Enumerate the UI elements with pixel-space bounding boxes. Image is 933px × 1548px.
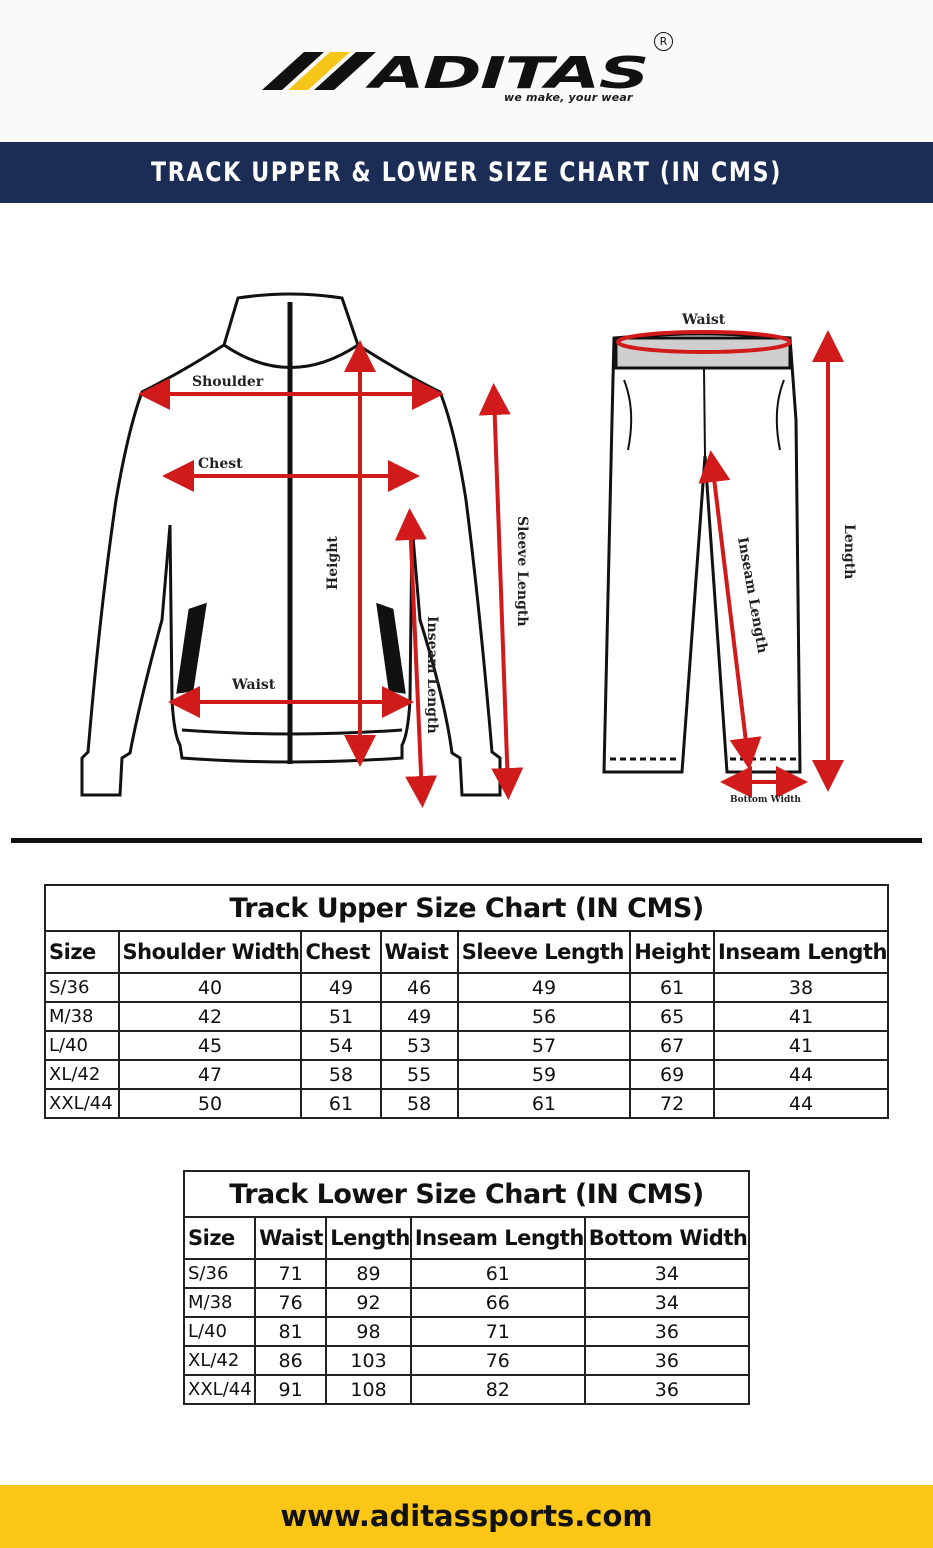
table-row	[184, 1288, 749, 1317]
table-cell: 49	[458, 973, 630, 1002]
column-header: Length	[326, 1217, 411, 1259]
table-cell: 76	[411, 1346, 585, 1375]
table-cell: 71	[411, 1317, 585, 1346]
table-cell: 92	[326, 1288, 411, 1317]
table-cell: 53	[381, 1031, 458, 1060]
label-inseam-length-upper: Inseam Length	[424, 616, 440, 734]
table-cell: 36	[585, 1317, 749, 1346]
upper-table-header	[45, 931, 888, 973]
table-cell: 103	[326, 1346, 411, 1375]
table-row	[45, 1089, 888, 1118]
garment-diagram	[0, 280, 933, 820]
column-header: Bottom Width	[585, 1217, 749, 1259]
table-cell: 46	[381, 973, 458, 1002]
size-cell: XL/42	[45, 1060, 119, 1089]
page-title: TRACK UPPER & LOWER SIZE CHART (IN CMS)	[151, 157, 782, 188]
table-cell: 58	[381, 1089, 458, 1118]
column-header: Waist	[381, 931, 458, 973]
size-cell: M/38	[45, 1002, 119, 1031]
column-header: Size	[184, 1217, 255, 1259]
brand-wordmark: ADITAS	[365, 48, 648, 99]
table-cell: 81	[255, 1317, 326, 1346]
website-link[interactable]: www.aditassports.com	[280, 1499, 653, 1533]
column-header: Shoulder Width	[119, 931, 302, 973]
table-cell: 82	[411, 1375, 585, 1404]
column-header: Height	[630, 931, 714, 973]
table-cell: 65	[630, 1002, 714, 1031]
table-cell: 54	[301, 1031, 380, 1060]
table-cell: 71	[255, 1259, 326, 1288]
size-cell: S/36	[184, 1259, 255, 1288]
table-cell: 59	[458, 1060, 630, 1089]
table-cell: 61	[411, 1259, 585, 1288]
table-row	[184, 1375, 749, 1404]
label-waist: Waist	[232, 677, 276, 693]
label-pants-waist: Waist	[682, 312, 726, 328]
table-cell: 51	[301, 1002, 380, 1031]
title-band	[0, 142, 933, 203]
table-cell: 72	[630, 1089, 714, 1118]
section-divider	[11, 838, 922, 843]
size-cell: XL/42	[184, 1346, 255, 1375]
table-cell: 34	[585, 1259, 749, 1288]
size-cell: XXL/44	[184, 1375, 255, 1404]
size-cell: L/40	[45, 1031, 119, 1060]
label-bottom-width: Bottom Width	[730, 795, 801, 805]
table-cell: 41	[714, 1002, 888, 1031]
table-cell: 66	[411, 1288, 585, 1317]
table-cell: 76	[255, 1288, 326, 1317]
table-cell: 61	[301, 1089, 380, 1118]
table-row	[45, 1031, 888, 1060]
table-cell: 89	[326, 1259, 411, 1288]
table-cell: 50	[119, 1089, 302, 1118]
column-header: Waist	[255, 1217, 326, 1259]
column-header: Inseam Length	[714, 931, 888, 973]
table-cell: 40	[119, 973, 302, 1002]
label-pants-length: Length	[841, 524, 857, 580]
table-cell: 36	[585, 1346, 749, 1375]
label-sleeve-length: Sleeve Length	[514, 516, 530, 627]
label-pants-inseam-length: Inseam Length	[734, 535, 771, 655]
size-cell: M/38	[184, 1288, 255, 1317]
table-cell: 38	[714, 973, 888, 1002]
table-cell: 69	[630, 1060, 714, 1089]
table-cell: 91	[255, 1375, 326, 1404]
table-cell: 42	[119, 1002, 302, 1031]
aditas-logo	[258, 30, 658, 100]
table-cell: 108	[326, 1375, 411, 1404]
upper-size-table	[44, 884, 889, 1119]
label-shoulder: Shoulder	[192, 374, 264, 390]
table-cell: 58	[301, 1060, 380, 1089]
size-cell: L/40	[184, 1317, 255, 1346]
table-cell: 61	[630, 973, 714, 1002]
label-chest: Chest	[198, 456, 243, 472]
table-row	[184, 1259, 749, 1288]
pants-illustration	[604, 334, 800, 772]
table-cell: 34	[585, 1288, 749, 1317]
table-cell: 98	[326, 1317, 411, 1346]
registered-mark: R	[654, 32, 673, 51]
column-header: Chest	[301, 931, 380, 973]
table-row	[184, 1346, 749, 1375]
column-header: Size	[45, 931, 119, 973]
column-header: Inseam Length	[411, 1217, 585, 1259]
table-cell: 67	[630, 1031, 714, 1060]
table-cell: 49	[301, 973, 380, 1002]
table-cell: 86	[255, 1346, 326, 1375]
table-cell: 36	[585, 1375, 749, 1404]
footer-band	[0, 1485, 933, 1548]
brand-tagline: we make, your wear	[504, 91, 633, 104]
label-height: Height	[325, 536, 341, 590]
table-cell: 55	[381, 1060, 458, 1089]
table-row	[45, 1060, 888, 1089]
table-cell: 45	[119, 1031, 302, 1060]
table-cell: 49	[381, 1002, 458, 1031]
column-header: Sleeve Length	[458, 931, 630, 973]
logo-area	[0, 0, 933, 142]
table-cell: 56	[458, 1002, 630, 1031]
size-cell: S/36	[45, 973, 119, 1002]
table-cell: 44	[714, 1060, 888, 1089]
table-cell: 57	[458, 1031, 630, 1060]
lower-table-header	[184, 1217, 749, 1259]
table-cell: 44	[714, 1089, 888, 1118]
lower-table-title: Track Lower Size Chart (IN CMS)	[184, 1171, 749, 1217]
table-row	[184, 1317, 749, 1346]
size-cell: XXL/44	[45, 1089, 119, 1118]
lower-size-table	[183, 1170, 750, 1405]
table-row	[45, 973, 888, 1002]
table-cell: 41	[714, 1031, 888, 1060]
upper-table-title: Track Upper Size Chart (IN CMS)	[45, 885, 888, 931]
table-cell: 47	[119, 1060, 302, 1089]
table-cell: 61	[458, 1089, 630, 1118]
table-row	[45, 1002, 888, 1031]
